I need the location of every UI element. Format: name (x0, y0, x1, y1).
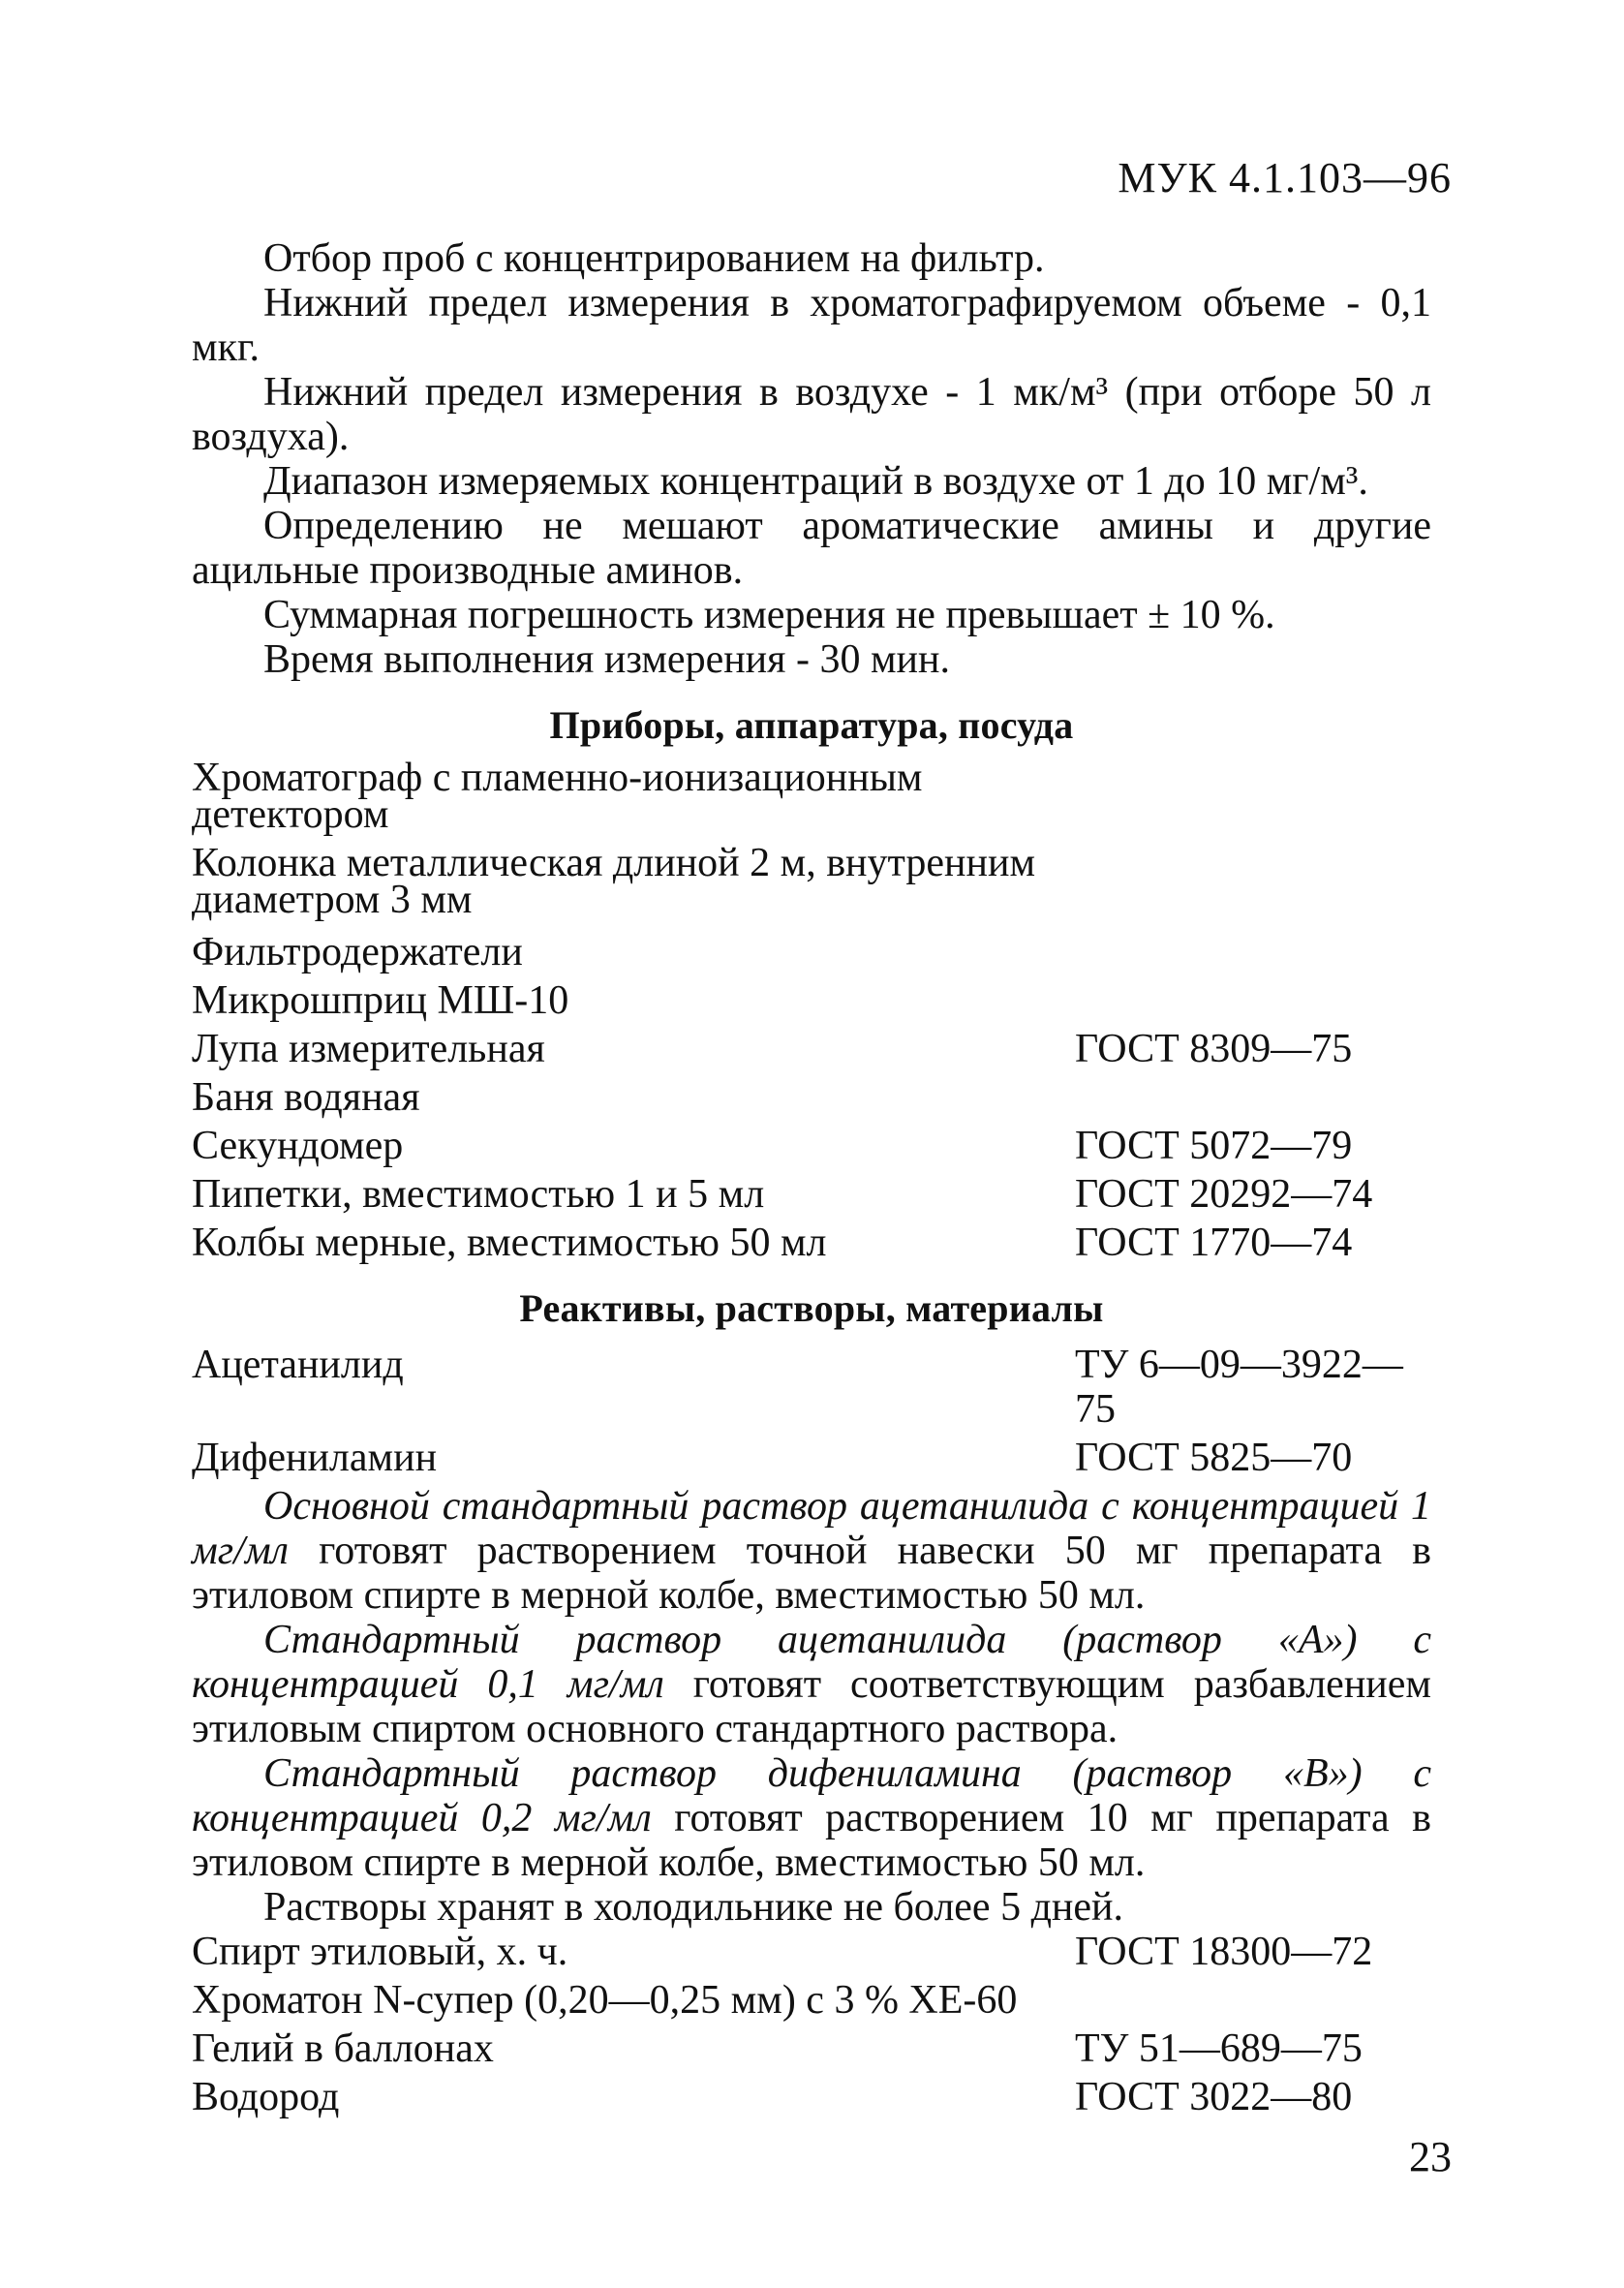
equipment-row (192, 978, 1431, 1023)
page-number: 23 (1409, 2133, 1452, 2180)
reagent-standard: ТУ 6—09—3922—75 (1075, 1343, 1403, 1432)
equipment-name: Колбы мерные, вместимостью 50 мл (192, 1221, 827, 1265)
equipment-name: Лупа измерительная (192, 1027, 545, 1071)
reagent-standard: ГОСТ 3022—80 (1075, 2075, 1353, 2119)
solution-title: Стандартный раствор ацетанилида (раствор «А») с концентрацией 0,1 мг/мл (192, 1618, 1431, 1707)
reagent-row (192, 2026, 1431, 2071)
solution-text: готовят растворением 10 мг препарата в этиловом спирте в мерной колбе, вместимостью 50 мл. (192, 1796, 1431, 1885)
reagent-name: Гелий в баллонах (192, 2026, 494, 2071)
equipment-name: Секундомер (192, 1124, 404, 1168)
equipment-row (192, 1172, 1431, 1217)
reagent-row (192, 1978, 1431, 2023)
equipment-name: Пипетки, вместимостью 1 и 5 мл (192, 1172, 765, 1217)
reagent-standard: ГОСТ 5825—70 (1075, 1436, 1353, 1480)
solution-title: Стандартный раствор дифениламина (раствор «В») с концентрацией 0,2 мг/мл (192, 1751, 1431, 1840)
reagent-standard: ГОСТ 18300—72 (1075, 1930, 1373, 1974)
intro-paragraph: Время выполнения измерения - 30 мин. (263, 637, 950, 682)
reagent-name: Спирт этиловый, х. ч. (192, 1930, 568, 1974)
equipment-name: Баня водяная (192, 1075, 420, 1120)
equipment-row (192, 756, 1431, 837)
reagent-row (192, 1930, 1431, 1974)
solution-text: готовят соответствующим разбавлением этиловым спиртом основного стандартного раствора. (192, 1662, 1431, 1751)
main-text (192, 236, 1431, 2123)
solution-paragraph (192, 1751, 1431, 1885)
equipment-standard: ГОСТ 20292—74 (1075, 1172, 1373, 1217)
intro-paragraph: Нижний предел измерения в воздухе - 1 мк/м³ (при отборе 50 л воздуха). (192, 370, 1431, 459)
equipment-standard: ГОСТ 8309—75 (1075, 1027, 1353, 1071)
reagent-row (192, 1343, 1431, 1432)
document-code: МУК 4.1.103—96 (1118, 154, 1452, 201)
equipment-row (192, 1075, 1431, 1120)
intro-paragraph: Отбор проб с концентрированием на фильтр. (263, 236, 1045, 281)
equipment-name: Хроматограф с пламенно-ионизационным детектором (192, 756, 923, 837)
equipment-row (192, 841, 1431, 922)
equipment-row (192, 1027, 1431, 1071)
reagent-name: Ацетанилид (192, 1343, 404, 1387)
equipment-name: Фильтродержатели (192, 930, 523, 974)
equipment-name: Микрошприц МШ-10 (192, 978, 569, 1023)
solution-paragraph (192, 1484, 1431, 1618)
equipment-row (192, 1221, 1431, 1265)
intro-paragraph: Диапазон измеряемых концентраций в воздухе от 1 до 10 мг/м³. (263, 459, 1368, 504)
section-title-reagents: Реактивы, растворы, материалы (519, 1286, 1104, 1330)
equipment-row (192, 1124, 1431, 1168)
reagent-row (192, 2075, 1431, 2119)
reagent-name: Водород (192, 2075, 340, 2119)
solution-paragraph (192, 1618, 1431, 1751)
section-title-equipment: Приборы, аппаратура, посуда (549, 703, 1074, 747)
reagent-standard: ТУ 51—689—75 (1075, 2026, 1363, 2071)
intro-paragraph: Суммарная погрешность измерения не превышает ± 10 %. (263, 593, 1275, 637)
equipment-name: Колонка металлическая длиной 2 м, внутренним диаметром 3 мм (192, 841, 1036, 922)
solution-title: Основной стандартный раствор ацетанилида с концентрацией 1 мг/мл (192, 1484, 1431, 1573)
equipment-standard: ГОСТ 1770—74 (1075, 1221, 1353, 1265)
storage-paragraph: Растворы хранят в холодильнике не более 5 дней. (263, 1885, 1124, 1930)
reagent-row (192, 1436, 1431, 1480)
equipment-row (192, 930, 1431, 974)
intro-paragraph: Определению не мешают ароматические амины и другие ацильные производные аминов. (192, 504, 1431, 593)
reagent-name: Дифениламин (192, 1436, 438, 1480)
intro-paragraph: Нижний предел измерения в хроматографируемом объеме - 0,1 мкг. (192, 281, 1431, 370)
equipment-standard: ГОСТ 5072—79 (1075, 1124, 1353, 1168)
reagent-name: Хроматон N-супер (0,20—0,25 мм) с 3 % ХЕ-60 (192, 1978, 1018, 2023)
solution-text: готовят растворением точной навески 50 мг препарата в этиловом спирте в мерной колбе, вместимостью 50 мл. (192, 1529, 1431, 1618)
